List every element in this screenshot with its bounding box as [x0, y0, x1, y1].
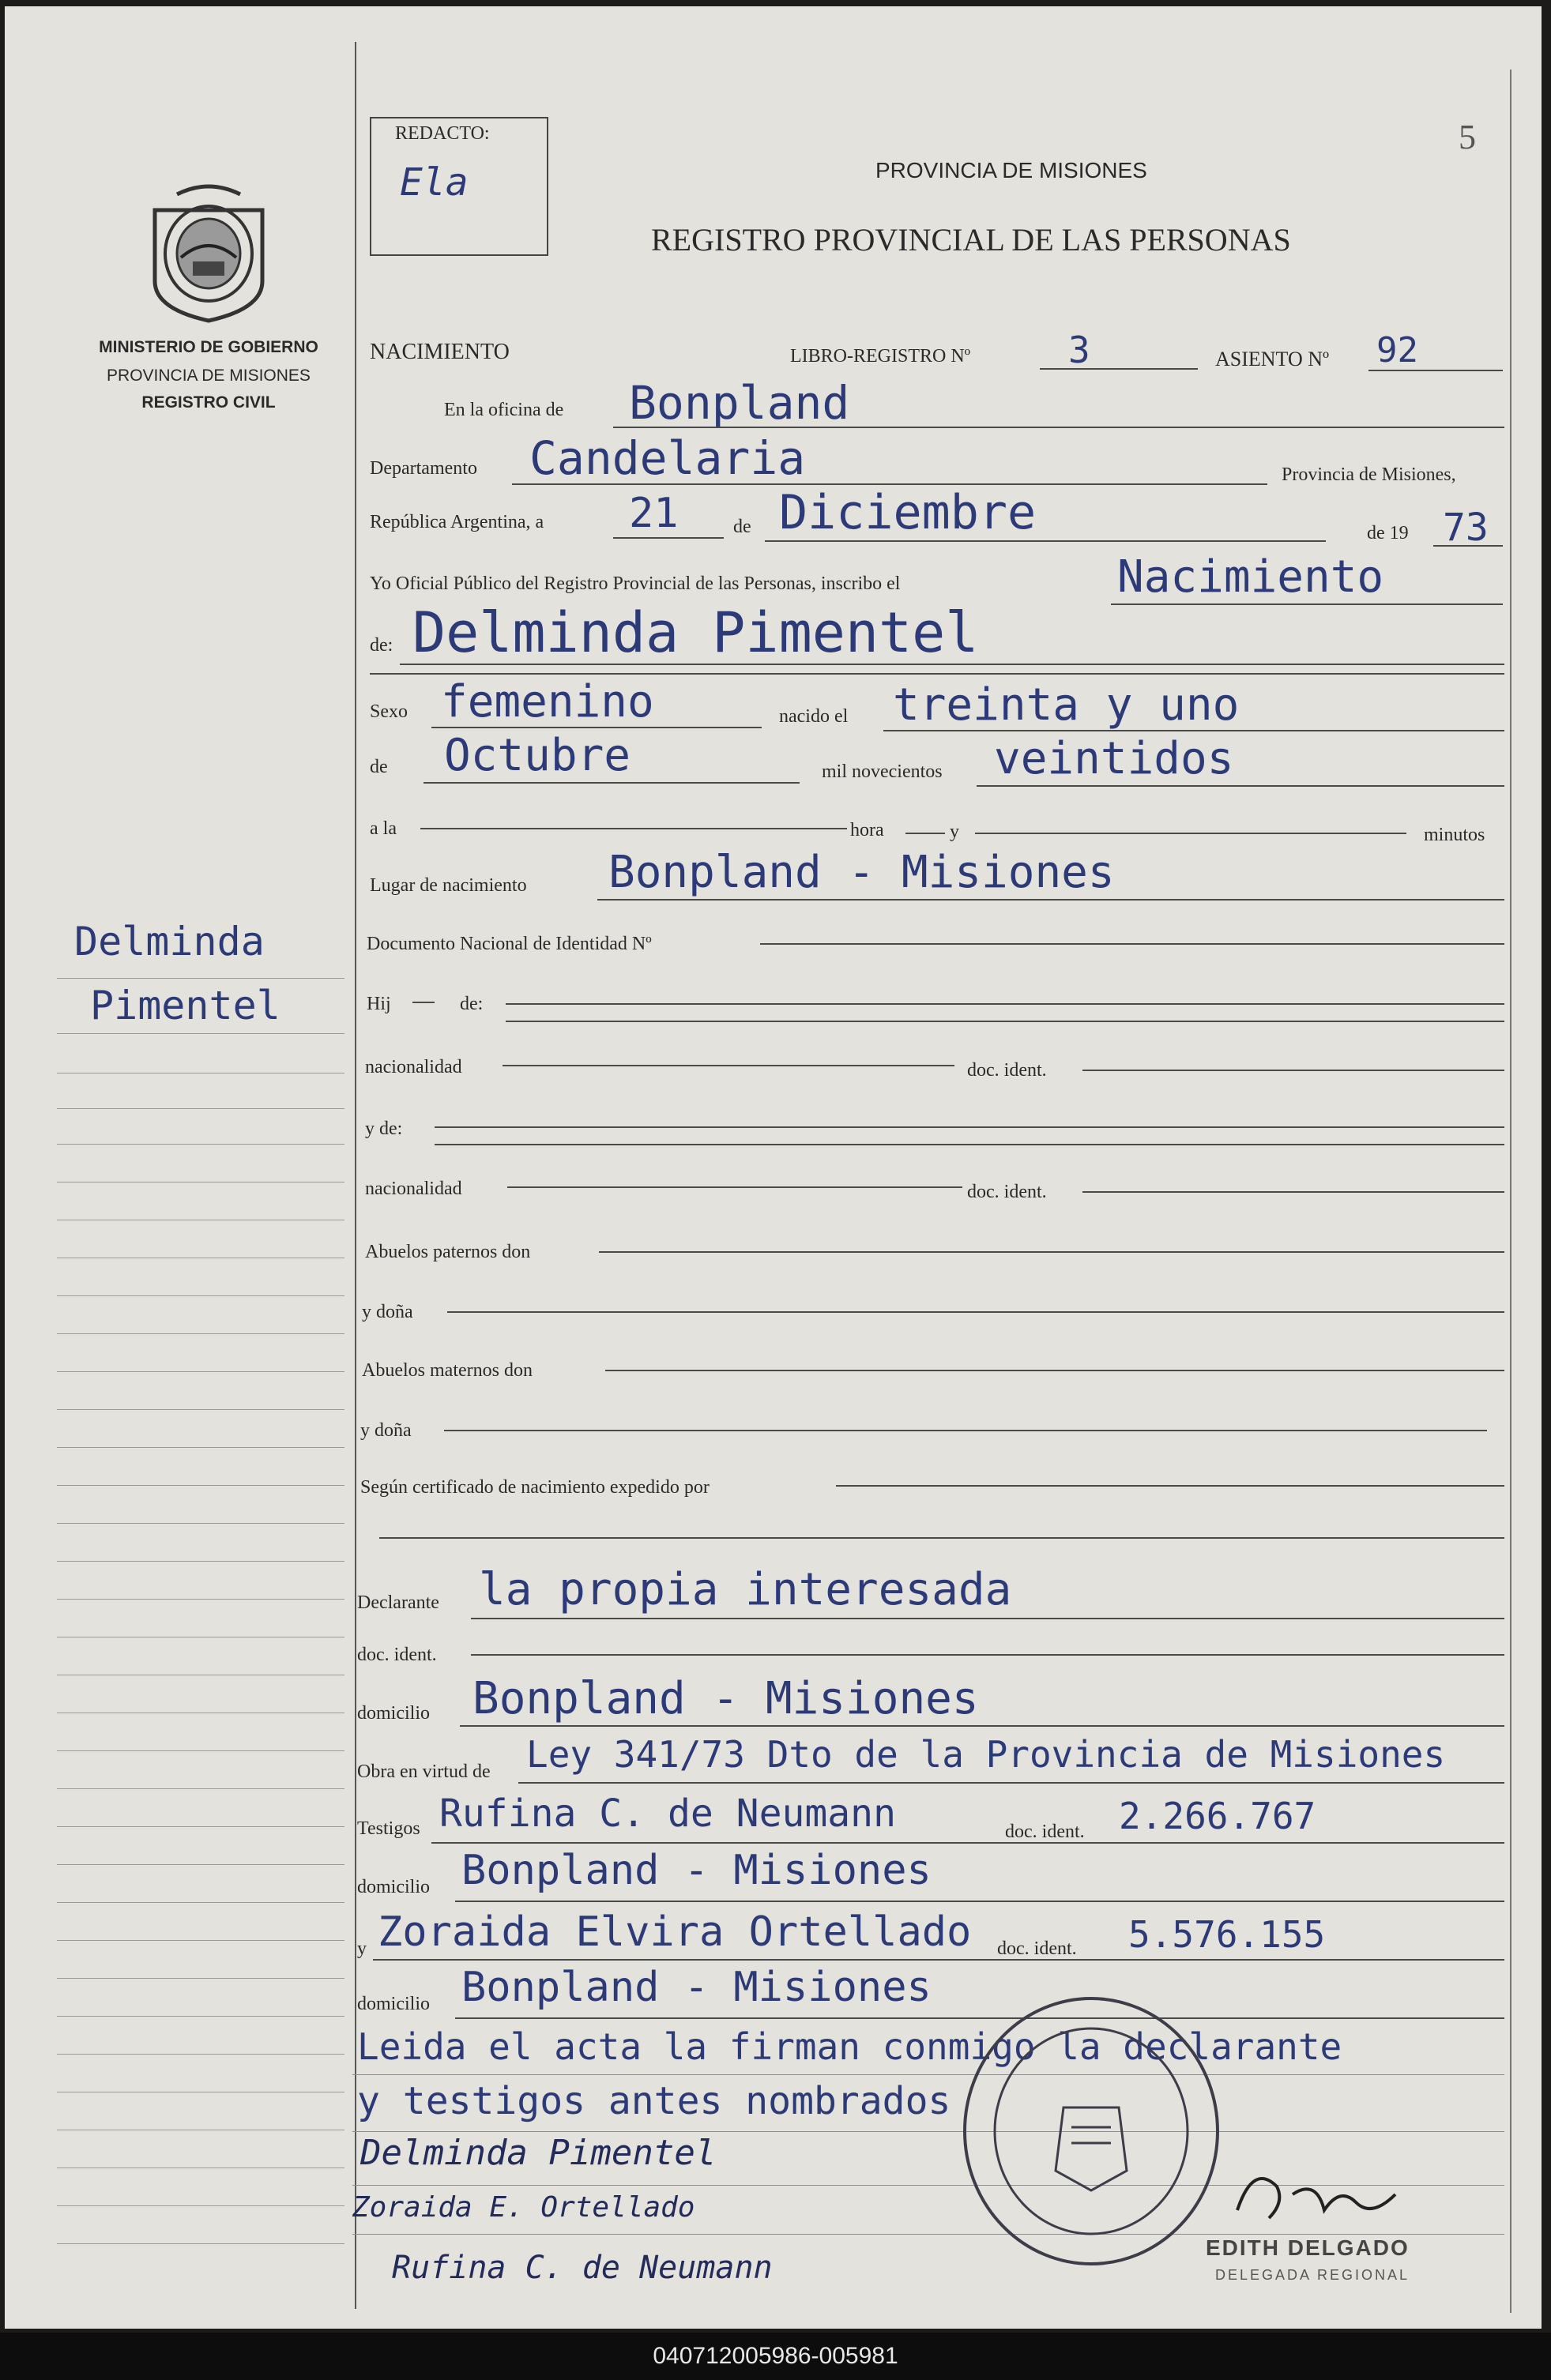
margin-rule [57, 1599, 344, 1600]
hora-rule [420, 828, 847, 829]
doc-ident-rule-2 [1082, 1191, 1504, 1193]
testigo-2-rule [373, 1959, 1504, 1961]
testigo-1-rule [431, 1842, 1504, 1844]
official-name: EDITH DELGADO [1206, 2235, 1410, 2260]
mil-novecientos-label: mil novecientos [822, 761, 943, 782]
doc-ident-label: doc. ident. [967, 1060, 1047, 1081]
hij-dash [412, 1002, 435, 1003]
margin-rule [57, 978, 344, 979]
testigo-2-doc: 5.576.155 [1128, 1913, 1326, 1956]
day-rule [613, 537, 724, 539]
ministry-line-1: MINISTERIO DE GOBIERNO [99, 338, 318, 356]
right-vertical-rule [1510, 70, 1511, 2313]
closing-rule-1 [352, 2074, 1504, 2075]
sexo-label: Sexo [370, 701, 408, 722]
abuelos-maternos-label: Abuelos maternos don [362, 1360, 533, 1381]
declarante-label: Declarante [357, 1592, 439, 1613]
testigo-1-domicilio-label: domicilio [357, 1877, 430, 1897]
minutos-rule [975, 833, 1406, 834]
segun-rule-2 [379, 1537, 1504, 1539]
margin-note-line-1: Delminda [74, 919, 265, 964]
documento-label: Documento Nacional de Identidad Nº [367, 934, 652, 954]
testigo-1-doc-label: doc. ident. [1005, 1822, 1085, 1842]
testigo-2-domicilio: Bonpland - Misiones [461, 1964, 932, 2011]
margin-rule [57, 1826, 344, 1827]
testigo-1-domicilio: Bonpland - Misiones [461, 1847, 932, 1894]
margin-rule [57, 1523, 344, 1524]
obra-value: Ley 341/73 Dto de la Provincia de Misiones [526, 1733, 1446, 1776]
nacido-dia-rule [883, 730, 1504, 731]
inscribo-rule [1111, 603, 1503, 605]
documento-rule [760, 943, 1504, 945]
margin-rule [57, 1750, 344, 1751]
redacto-signature: Ela [400, 160, 469, 205]
signature-declarante: Delminda Pimentel [360, 2133, 717, 2173]
de-label: de [733, 517, 751, 537]
doc-ident-declarante-label: doc. ident. [357, 1645, 437, 1665]
official-signature-icon [1222, 2155, 1411, 2242]
margin-rule [57, 1447, 344, 1448]
provincia-label: Provincia de Misiones, [1282, 464, 1456, 485]
nacido-mes-value: Octubre [444, 730, 631, 781]
hora-y-rule [905, 833, 945, 834]
minutos-label: minutos [1424, 825, 1485, 845]
libro-value-rule [1040, 368, 1198, 370]
y-dona-label-2: y doña [360, 1420, 412, 1441]
official-seal-icon [953, 1989, 1229, 2273]
de-mes-label: de [370, 757, 388, 777]
year-rule [1433, 545, 1503, 547]
y-dona-rule-2 [444, 1430, 1487, 1431]
testigos-label: Testigos [357, 1818, 420, 1839]
obra-rule [518, 1782, 1504, 1784]
margin-rule [57, 1409, 344, 1410]
margin-rule [57, 1561, 344, 1562]
signature-testigo-2: Zoraida E. Ortellado [352, 2191, 695, 2224]
y-label: y [950, 822, 959, 842]
margin-rule [57, 1864, 344, 1865]
mother-rule-2 [435, 1144, 1504, 1145]
nacido-mes-rule [424, 782, 800, 784]
asiento-label: ASIENTO Nº [1215, 348, 1330, 370]
margin-rule [57, 1108, 344, 1109]
nacido-anio-value: veintidos [994, 733, 1234, 784]
ministry-line-3: REGISTRO CIVIL [141, 393, 276, 412]
testigo-y-label: y [357, 1938, 367, 1959]
oficina-label: En la oficina de [444, 400, 564, 420]
declarante-rule [471, 1618, 1504, 1619]
libro-value: 3 [1068, 329, 1090, 371]
registry-title: REGISTRO PROVINCIAL DE LAS PERSONAS [651, 222, 1291, 258]
redacto-label: REDACTO: [395, 123, 490, 144]
margin-rule [57, 2054, 344, 2055]
margin-rule [57, 1144, 344, 1145]
page-number: 5 [1459, 118, 1476, 156]
ministry-line-2: PROVINCIA DE MISIONES [107, 367, 311, 385]
nacionalidad-label-2: nacionalidad [365, 1179, 462, 1199]
margin-rule [57, 1333, 344, 1334]
province-heading: PROVINCIA DE MISIONES [875, 158, 1147, 182]
nacido-anio-rule [977, 785, 1504, 787]
registrant-name: Delminda Pimentel [412, 600, 979, 665]
libro-label: LIBRO-REGISTRO Nº [790, 346, 971, 367]
date-month: Diciembre [779, 485, 1037, 540]
margin-rule [57, 2243, 344, 2244]
date-day: 21 [629, 490, 679, 537]
margin-rule [57, 2016, 344, 2017]
margin-rule [57, 1295, 344, 1296]
hij-de-label: de: [460, 994, 484, 1014]
father-rule-2 [506, 1021, 1504, 1022]
doc-ident-rule [1082, 1070, 1504, 1071]
signature-testigo-1: Rufina C. de Neumann [392, 2250, 773, 2286]
margin-rule [57, 1788, 344, 1789]
margin-vertical-rule [355, 42, 356, 2309]
scan-id-footer: 040712005986-005981 [0, 2333, 1551, 2380]
republica-label: República Argentina, a [370, 512, 544, 532]
oficina-value: Bonpland [629, 376, 850, 430]
asiento-value-rule [1368, 370, 1503, 371]
departamento-value: Candelaria [529, 431, 806, 485]
lugar-value: Bonpland - Misiones [608, 847, 1115, 898]
margin-rule [57, 1485, 344, 1486]
asiento-value: 92 [1376, 330, 1418, 370]
departamento-label: Departamento [370, 458, 477, 479]
inscribo-value: Nacimiento [1117, 551, 1384, 603]
margin-rule [57, 1940, 344, 1941]
margin-note-line-2: Pimentel [90, 983, 280, 1028]
sexo-value: femenino [441, 676, 654, 728]
domicilio-rule [460, 1725, 1504, 1727]
mother-rule [435, 1126, 1504, 1128]
name-rule [400, 664, 1504, 665]
abuelos-paternos-rule [599, 1251, 1504, 1253]
segun-rule [836, 1485, 1504, 1487]
y-dona-rule [447, 1311, 1504, 1313]
testigo-1-doc: 2.266.767 [1119, 1795, 1316, 1837]
doc-ident-declarante-rule [471, 1654, 1504, 1656]
register-page [5, 6, 1542, 2329]
abuelos-paternos-label: Abuelos paternos don [365, 1242, 531, 1262]
nacido-label: nacido el [779, 706, 849, 727]
domicilio-label: domicilio [357, 1703, 430, 1724]
father-rule [506, 1003, 1504, 1005]
closing-rule-2 [352, 2131, 1504, 2132]
lugar-rule [597, 899, 1504, 900]
oficina-rule [613, 427, 1504, 428]
de-19-label: de 19 [1367, 523, 1409, 543]
doc-ident-label-2: doc. ident. [967, 1182, 1047, 1202]
hij-label: Hij [367, 994, 391, 1014]
domicilio-value: Bonpland - Misiones [472, 1673, 979, 1724]
nacionalidad-rule [503, 1065, 954, 1066]
provincial-emblem-icon [145, 179, 272, 325]
sexo-rule [431, 727, 762, 728]
nacido-dia-value: treinta y uno [893, 679, 1240, 731]
name-rule-2 [370, 673, 1504, 675]
y-de-label: y de: [365, 1119, 403, 1139]
margin-rule [57, 2205, 344, 2206]
name-de-label: de: [370, 635, 393, 656]
abuelos-maternos-rule [605, 1370, 1504, 1371]
record-type-label: NACIMIENTO [370, 340, 510, 364]
testigo-2-domicilio-label: domicilio [357, 1994, 430, 2014]
closing-line-2: y testigos antes nombrados [357, 2079, 951, 2123]
date-year: 73 [1443, 506, 1489, 550]
official-title: DELEGADA REGIONAL [1215, 2267, 1410, 2283]
nacionalidad-rule-2 [507, 1186, 962, 1188]
yo-oficial-label: Yo Oficial Público del Registro Provincial de las Personas, inscribo el [370, 573, 901, 594]
testigo-2-name: Zoraida Elvira Ortellado [378, 1908, 972, 1956]
obra-label: Obra en virtud de [357, 1762, 491, 1782]
declarante-value: la propia interesada [479, 1564, 1012, 1615]
month-rule [765, 540, 1326, 542]
margin-rule [57, 1033, 344, 1034]
y-dona-label: y doña [362, 1302, 413, 1322]
margin-rule [57, 1371, 344, 1372]
margin-rule [57, 1902, 344, 1903]
segun-label: Según certificado de nacimiento expedido por [360, 1477, 710, 1498]
nacionalidad-label: nacionalidad [365, 1057, 462, 1077]
hora-label: hora [850, 820, 884, 840]
testigo-1-name: Rufina C. de Neumann [439, 1792, 896, 1836]
testigo-2-doc-label: doc. ident. [997, 1938, 1077, 1959]
a-la-label: a la [370, 818, 397, 839]
margin-rule [57, 1978, 344, 1979]
lugar-label: Lugar de nacimiento [370, 875, 527, 896]
testigo-1-domicilio-rule [455, 1901, 1504, 1902]
closing-line-1: Leida el acta la firman conmigo la declarante [357, 2025, 1342, 2068]
